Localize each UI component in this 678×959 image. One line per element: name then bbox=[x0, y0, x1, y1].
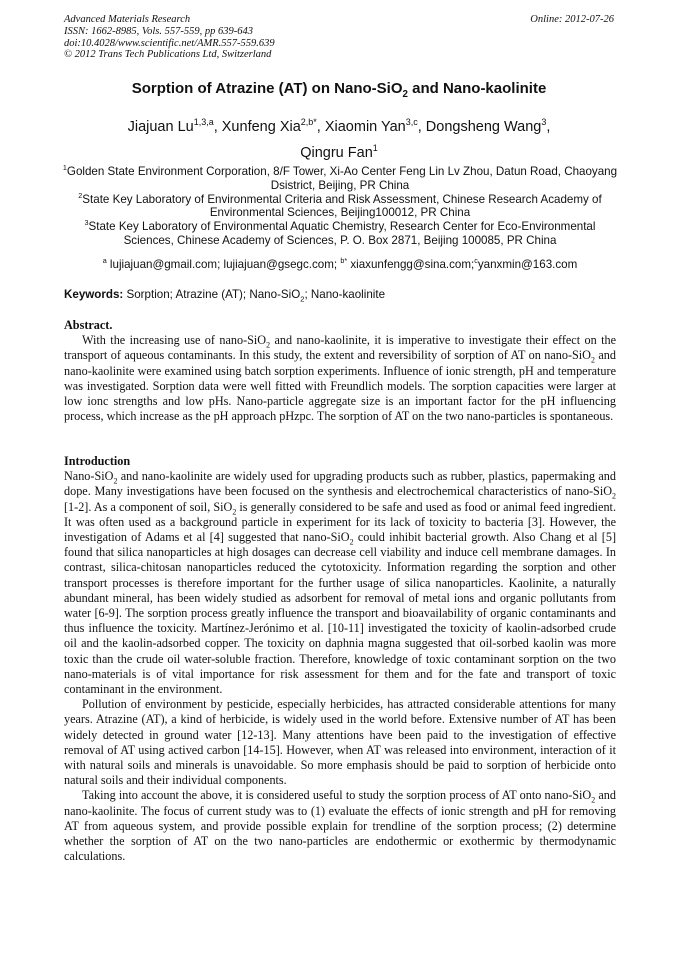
affiliation-text: Golden State Environment Corporation, 8/F Tower, Xi-Ao Center Feng Lin Lv Zhou, Datun Road, Chaoyang Dsistrict, Beijing, PR China bbox=[66, 165, 618, 192]
online-date: Online: 2012-07-26 bbox=[530, 14, 614, 25]
subscript: 2 bbox=[349, 537, 354, 547]
keywords-subscript: 2 bbox=[300, 294, 305, 304]
doi-line[interactable]: doi:10.4028/www.scientific.net/AMR.557-559.639 bbox=[64, 37, 275, 49]
author-affil-mark: 1 bbox=[372, 143, 378, 154]
affiliation-text: State Key Laboratory of Environmental Criteria and Risk Assessment, Chinese Research Academy of Environmental Sciences, Beijing100012, PR China bbox=[82, 192, 602, 220]
affiliation-item bbox=[62, 220, 618, 248]
email-link[interactable]: yanxmin@163.com bbox=[477, 258, 578, 271]
affiliation-number: 1 bbox=[62, 163, 67, 173]
author-separator: , bbox=[417, 119, 426, 135]
email-link[interactable]: xiaxunfengg@sina.com; bbox=[347, 258, 475, 271]
author-affil-mark: 3,c bbox=[405, 117, 418, 128]
title-text-end: and Nano-kaolinite bbox=[407, 80, 547, 97]
author-name: Xiaomin Yan bbox=[324, 119, 406, 135]
abstract-section bbox=[64, 318, 616, 424]
title-text: Sorption of Atrazine (AT) on Nano-SiO bbox=[131, 80, 403, 97]
affiliation-item bbox=[62, 165, 618, 193]
author-affil-mark: 3 bbox=[541, 117, 547, 128]
author-name: Qingru Fan bbox=[300, 145, 373, 161]
intro-text: and nano-kaolinite are widely used for upgrading products such as rubber, plastics, papermaking and dope. Many investigations have been focused on the synthesis and electrochemical characteristics of nano-SiO bbox=[64, 469, 616, 499]
email-mark: b* bbox=[340, 256, 348, 266]
introduction-section bbox=[64, 454, 616, 864]
author-affil-mark: 1,3,a bbox=[193, 117, 214, 128]
intro-text: Nano-SiO bbox=[64, 469, 114, 484]
intro-text: and nano-kaolinite. The focus of current study was to (1) evaluate the effects of ionic strength and pH for removing AT from aqueous system, and provide possible explain for trendline of the sorption process; (2) determine whether the sorption of AT on the two nano-particles are endothermic or exothermic by thermodynamic calculations. bbox=[64, 788, 616, 864]
author-name: Dongsheng Wang bbox=[425, 119, 542, 135]
keywords-label: Keywords: bbox=[64, 288, 124, 301]
subscript: 2 bbox=[232, 507, 237, 517]
journal-header bbox=[64, 14, 275, 61]
abstract-text: and nano-kaolinite, it is imperative to investigate their effect on the transport of aqueous contaminants. In this study, the extent and reversibility of sorption of AT on nano-SiO bbox=[64, 333, 617, 363]
intro-paragraph-2: Pollution of environment by pesticide, especially herbicides, has attracted considerable attentions for many years. Atrazine (AT), a kind of herbicide, is widely used in the world before. Extensive number of AT has been widely detected in ground water [12-13]. Many attentions have been paid to the investigation of effective removal of AT using actived carbon [14-15]. However, when AT was released into environment, interaction of it with natural soils and minerals is unavoidable. So more emphasis should be paid to sorption of herbicide onto natural soils and their individual components. bbox=[64, 697, 616, 788]
email-line bbox=[62, 258, 618, 271]
introduction-heading: Introduction bbox=[64, 454, 131, 468]
paper-title bbox=[0, 80, 678, 100]
author-separator: , bbox=[546, 119, 551, 135]
keywords-text: Sorption; Atrazine (AT); Nano-SiO bbox=[123, 288, 301, 301]
copyright-line: © 2012 Trans Tech Publications Ltd, Switzerland bbox=[64, 49, 272, 61]
author-separator: , bbox=[316, 119, 325, 135]
author-separator: , bbox=[213, 119, 222, 135]
intro-text: is generally considered to be safe and used as food or animal feed ingredient. It was often used as a background particle in experiment for its lack of toxicity to bacteria [3]. However, the investigation of Adams et al [4] suggested that nano-SiO bbox=[64, 499, 616, 545]
affiliation-item bbox=[62, 190, 618, 221]
affiliation-number: 2 bbox=[78, 190, 83, 200]
abstract-text: With the increasing use of nano-SiO bbox=[82, 333, 267, 348]
intro-text: [1-2]. As a component of soil, SiO bbox=[64, 499, 233, 514]
keywords-text-end: ; Nano-kaolinite bbox=[304, 288, 386, 301]
title-subscript: 2 bbox=[402, 89, 408, 100]
author-list bbox=[60, 114, 618, 166]
subscript: 2 bbox=[113, 476, 118, 486]
email-mark: a bbox=[102, 256, 107, 266]
email-mark: c bbox=[474, 256, 478, 266]
abstract-paragraph bbox=[64, 333, 616, 424]
intro-text: could inhibit bacterial growth. Also Chang et al [5] found that silica nanoparticles at high dosages can decrease cell viability and induce cell membrane damages. In contrast, silica-chitosan nanoparticles reduced the cytotoxicity. Information regarding the sorption and other transport processes is therefore important for the further usage of silica nanoparticles. Kaolinite, a naturally abundant mineral, has been widely studied as adsorbent for removal of metal ions and organic pollutants from water [6-9]. The sorption process greatly influence the transport and bioavailability of organic contaminants and thus influence the toxicity. Martínez-Jerónimo et al. [10-11] investigated the toxicity of kaolin-adsorbed crude oil and the kaolin-adsorbed copper. The toxicity on daphnia magna suggested that oil-sorbed kaolin was more toxic than the crude oil water-soluble fraction. Therefore, knowledge of toxic contaminant sorption on the two nano-materials is of vital importance for risk assessment for them and for the fate and transport of toxic contaminant in the environment. bbox=[64, 530, 617, 697]
affiliation-text: State Key Laboratory of Environmental Aquatic Chemistry, Research Center for Eco-Environmental Sciences, Chinese Academy of Sciences, P. O. Box 2871, Beijing 100085, PR China bbox=[88, 220, 596, 247]
intro-paragraph-1 bbox=[64, 469, 616, 697]
abstract-text: and nano-kaolinite were examined using batch sorption experiments. Influence of ionic strength, pH and temperature was investigated. Sorption data were well fitted with Freundlich models. The sorption capacities were larger at low ionc strengths and low pHs. Nano-particle aggregate size is an important factor for the pH influencing process, which increase as the pH approach pHzpc. The sorption of AT on the two nano-particles is spontaneous. bbox=[64, 348, 616, 424]
affiliation-list bbox=[62, 165, 618, 248]
author-name: Jiajuan Lu bbox=[127, 119, 194, 135]
subscript: 2 bbox=[266, 340, 271, 350]
abstract-heading: Abstract. bbox=[64, 318, 113, 332]
email-link[interactable]: lujiajuan@gmail.com; lujiajuan@gsegc.com; bbox=[106, 258, 341, 271]
intro-paragraph-3 bbox=[64, 788, 616, 864]
keywords-line bbox=[64, 288, 616, 304]
intro-text: Taking into account the above, it is considered useful to study the sorption process of AT onto nano-SiO bbox=[82, 788, 592, 803]
author-name: Xunfeng Xia bbox=[221, 119, 301, 135]
issn-line: ISSN: 1662-8985, Vols. 557-559, pp 639-643 bbox=[64, 25, 253, 37]
author-affil-mark: 2,b* bbox=[300, 117, 317, 128]
subscript: 2 bbox=[591, 355, 595, 365]
subscript: 2 bbox=[591, 795, 596, 805]
affiliation-number: 3 bbox=[84, 218, 89, 228]
journal-name: Advanced Materials Research bbox=[64, 14, 191, 25]
subscript: 2 bbox=[612, 491, 616, 501]
